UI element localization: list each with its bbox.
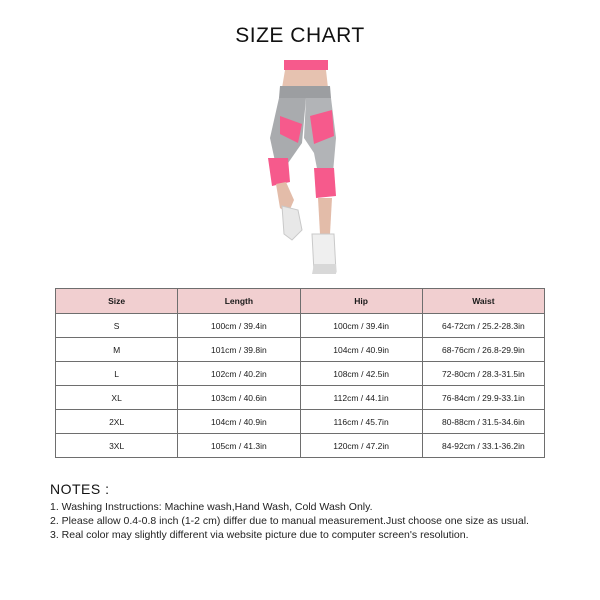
cell-length: 104cm / 40.9in — [178, 410, 300, 434]
cell-size: 2XL — [56, 410, 178, 434]
cell-waist: 68-76cm / 26.8-29.9in — [422, 338, 544, 362]
cell-waist: 84-92cm / 33.1-36.2in — [422, 434, 544, 458]
table-row — [56, 362, 545, 386]
cell-waist: 80-88cm / 31.5-34.6in — [422, 410, 544, 434]
notes-section — [50, 481, 590, 542]
page-title: SIZE CHART — [235, 24, 365, 47]
cell-size: XL — [56, 386, 178, 410]
note-item: 1. Washing Instructions: Machine wash,Hand Wash, Cold Wash Only. — [50, 501, 373, 513]
table-row — [56, 386, 545, 410]
table-header-row — [56, 289, 545, 314]
cell-size: 3XL — [56, 434, 178, 458]
cell-waist: 64-72cm / 25.2-28.3in — [422, 314, 544, 338]
column-header-length: Length — [178, 289, 300, 314]
cell-hip: 116cm / 45.7in — [300, 410, 422, 434]
cell-length: 102cm / 40.2in — [178, 362, 300, 386]
notes-title: NOTES : — [50, 481, 110, 497]
column-header-hip: Hip — [300, 289, 422, 314]
cell-hip: 120cm / 47.2in — [300, 434, 422, 458]
cell-hip: 100cm / 39.4in — [300, 314, 422, 338]
cell-waist: 72-80cm / 28.3-31.5in — [422, 362, 544, 386]
table-row — [56, 434, 545, 458]
cell-length: 105cm / 41.3in — [178, 434, 300, 458]
table-row — [56, 338, 545, 362]
cell-hip: 112cm / 44.1in — [300, 386, 422, 410]
column-header-size: Size — [56, 289, 178, 314]
size-table — [55, 288, 545, 458]
note-item: 3. Real color may slightly different via website picture due to computer screen's resolution. — [50, 529, 469, 541]
cell-length: 101cm / 39.8in — [178, 338, 300, 362]
cell-size: S — [56, 314, 178, 338]
cell-length: 103cm / 40.6in — [178, 386, 300, 410]
column-header-waist: Waist — [422, 289, 544, 314]
product-photo-pants — [240, 58, 360, 280]
note-item: 2. Please allow 0.4-0.8 inch (1-2 cm) differ due to manual measurement.Just choose one size as usual. — [50, 515, 529, 527]
table-row — [56, 410, 545, 434]
cell-hip: 104cm / 40.9in — [300, 338, 422, 362]
cell-length: 100cm / 39.4in — [178, 314, 300, 338]
cell-size: M — [56, 338, 178, 362]
table-row — [56, 314, 545, 338]
cell-hip: 108cm / 42.5in — [300, 362, 422, 386]
cell-waist: 76-84cm / 29.9-33.1in — [422, 386, 544, 410]
cell-size: L — [56, 362, 178, 386]
